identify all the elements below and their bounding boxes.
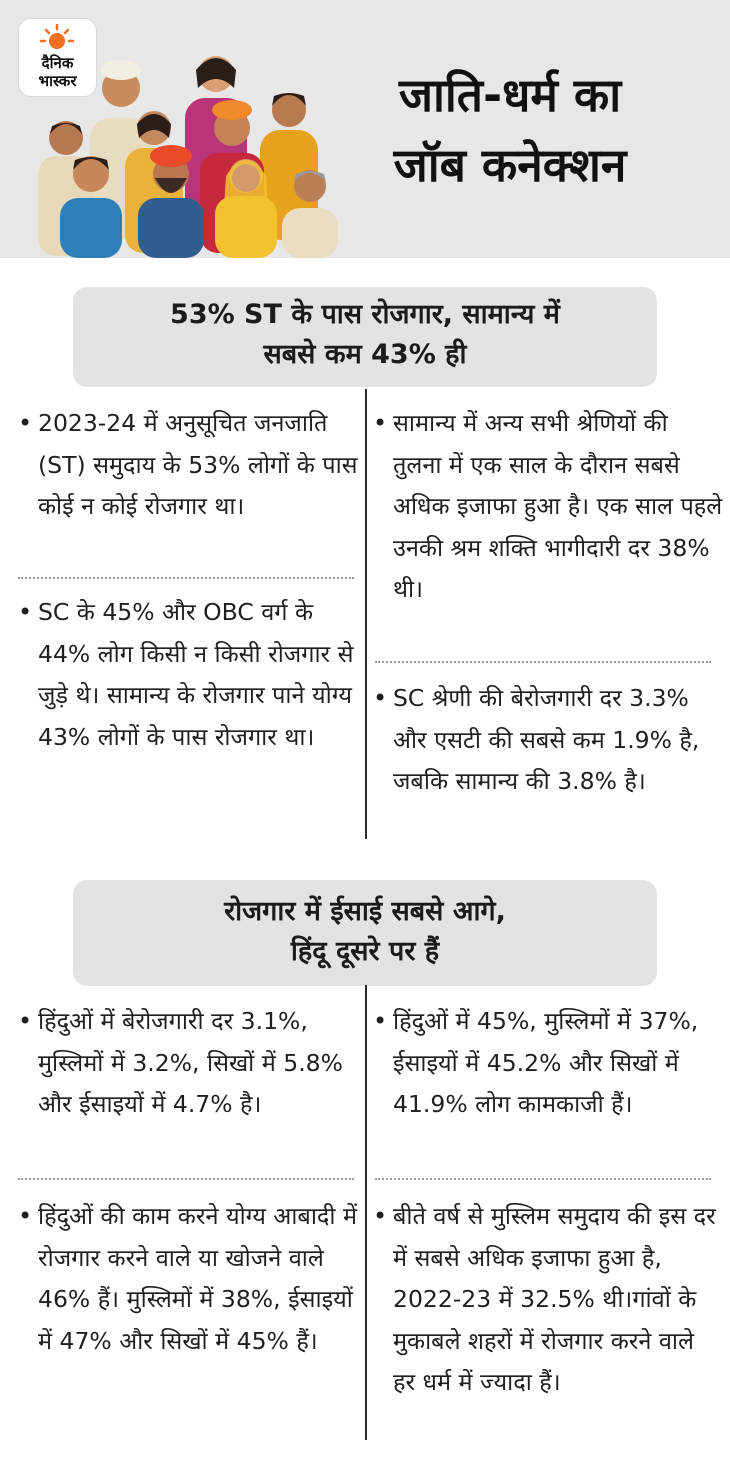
- bullet-text: बीते वर्ष से मुस्लिम समुदाय की इस दर में सबसे अधिक इजाफा हुआ है, 2022-23 में 32.5% थी।गांवों के मुकाबले शहरों में रोजगार करने वाले हर धर्म में ज्यादा हैं।: [393, 1202, 716, 1396]
- bullet-dot: •: [18, 598, 33, 626]
- title-line-1: जाति-धर्म का: [398, 68, 622, 122]
- header-banner: [0, 0, 730, 258]
- bullet-dot: •: [18, 1007, 33, 1035]
- section-2-column-divider: [365, 985, 367, 1440]
- section-1-right-bullet-2: [373, 678, 723, 803]
- bullet-text: SC के 45% और OBC वर्ग के 44% लोग किसी न किसी रोजगार से जुड़े थे। सामान्य के रोजगार पाने योग्य 43% लोगों के पास रोजगार था।: [38, 598, 354, 751]
- bullet-dot: •: [373, 409, 388, 437]
- bullet-text: सामान्य में अन्य सभी श्रेणियों की तुलना में एक साल के दौरान सबसे अधिक इजाफा हुआ है। एक साल पहले उनकी श्रम शक्ति भागीदारी दर 38% थी।: [393, 409, 723, 603]
- logo-line-2: भास्कर: [38, 72, 77, 90]
- bullet-text: हिंदुओं में 45%, मुस्लिमों में 37%, ईसाइयों में 45.2% और सिखों में 41.9% लोग कामकाजी हैं।: [393, 1007, 699, 1118]
- people-illustration: [30, 48, 350, 258]
- section-2-left-bullet-2: [18, 1196, 358, 1362]
- bullet-dot: •: [18, 409, 33, 437]
- section-2-heading-line-1: रोजगार में ईसाई सबसे आगे,: [224, 896, 506, 927]
- section-1-left-divider: [18, 577, 354, 579]
- section-1-heading-line-2: सबसे कम 43% ही: [263, 339, 467, 370]
- page-title: [340, 60, 680, 200]
- bullet-dot: •: [373, 684, 388, 712]
- bullet-dot: •: [18, 1202, 33, 1230]
- section-1-heading-line-1: 53% ST के पास रोजगार, सामान्य में: [170, 299, 560, 330]
- section-2-heading-line-2: हिंदू दूसरे पर हैं: [290, 936, 440, 967]
- bullet-dot: •: [373, 1202, 388, 1230]
- logo-line-1: दैनिक: [41, 54, 74, 72]
- section-2-heading: [73, 880, 657, 986]
- bullet-text: हिंदुओं में बेरोजगारी दर 3.1%, मुस्लिमों में 3.2%, सिखों में 5.8% और ईसाइयों में 4.7% है।: [38, 1007, 343, 1118]
- bullet-text: हिंदुओं की काम करने योग्य आबादी में रोजगार करने वाले या खोजने वाले 46% हैं। मुस्लिमों में 38%, ईसाइयों में 47% और सिखों में 45% हैं।: [38, 1202, 357, 1355]
- bullet-dot: •: [373, 1007, 388, 1035]
- title-line-2: जॉब कनेक्शन: [393, 138, 627, 192]
- section-2-right-bullet-1: [373, 1001, 723, 1126]
- section-1-left-bullet-2: [18, 592, 358, 758]
- section-2-right-bullet-2: [373, 1196, 723, 1404]
- section-1-right-divider: [375, 661, 711, 663]
- section-1-column-divider: [365, 389, 367, 839]
- section-1-left-bullet-1: [18, 403, 358, 528]
- bullet-text: 2023-24 में अनुसूचित जनजाति (ST) समुदाय के 53% लोगों के पास कोई न कोई रोजगार था।: [38, 409, 358, 520]
- section-1-right-bullet-1: [373, 403, 723, 611]
- bullet-text: SC श्रेणी की बेरोजगारी दर 3.3% और एसटी की सबसे कम 1.9% है, जबकि सामान्य की 3.8% है।: [393, 684, 700, 795]
- section-2-right-divider: [375, 1178, 711, 1180]
- section-2-left-bullet-1: [18, 1001, 358, 1126]
- section-2-left-divider: [18, 1178, 354, 1180]
- section-1-heading: [73, 287, 657, 387]
